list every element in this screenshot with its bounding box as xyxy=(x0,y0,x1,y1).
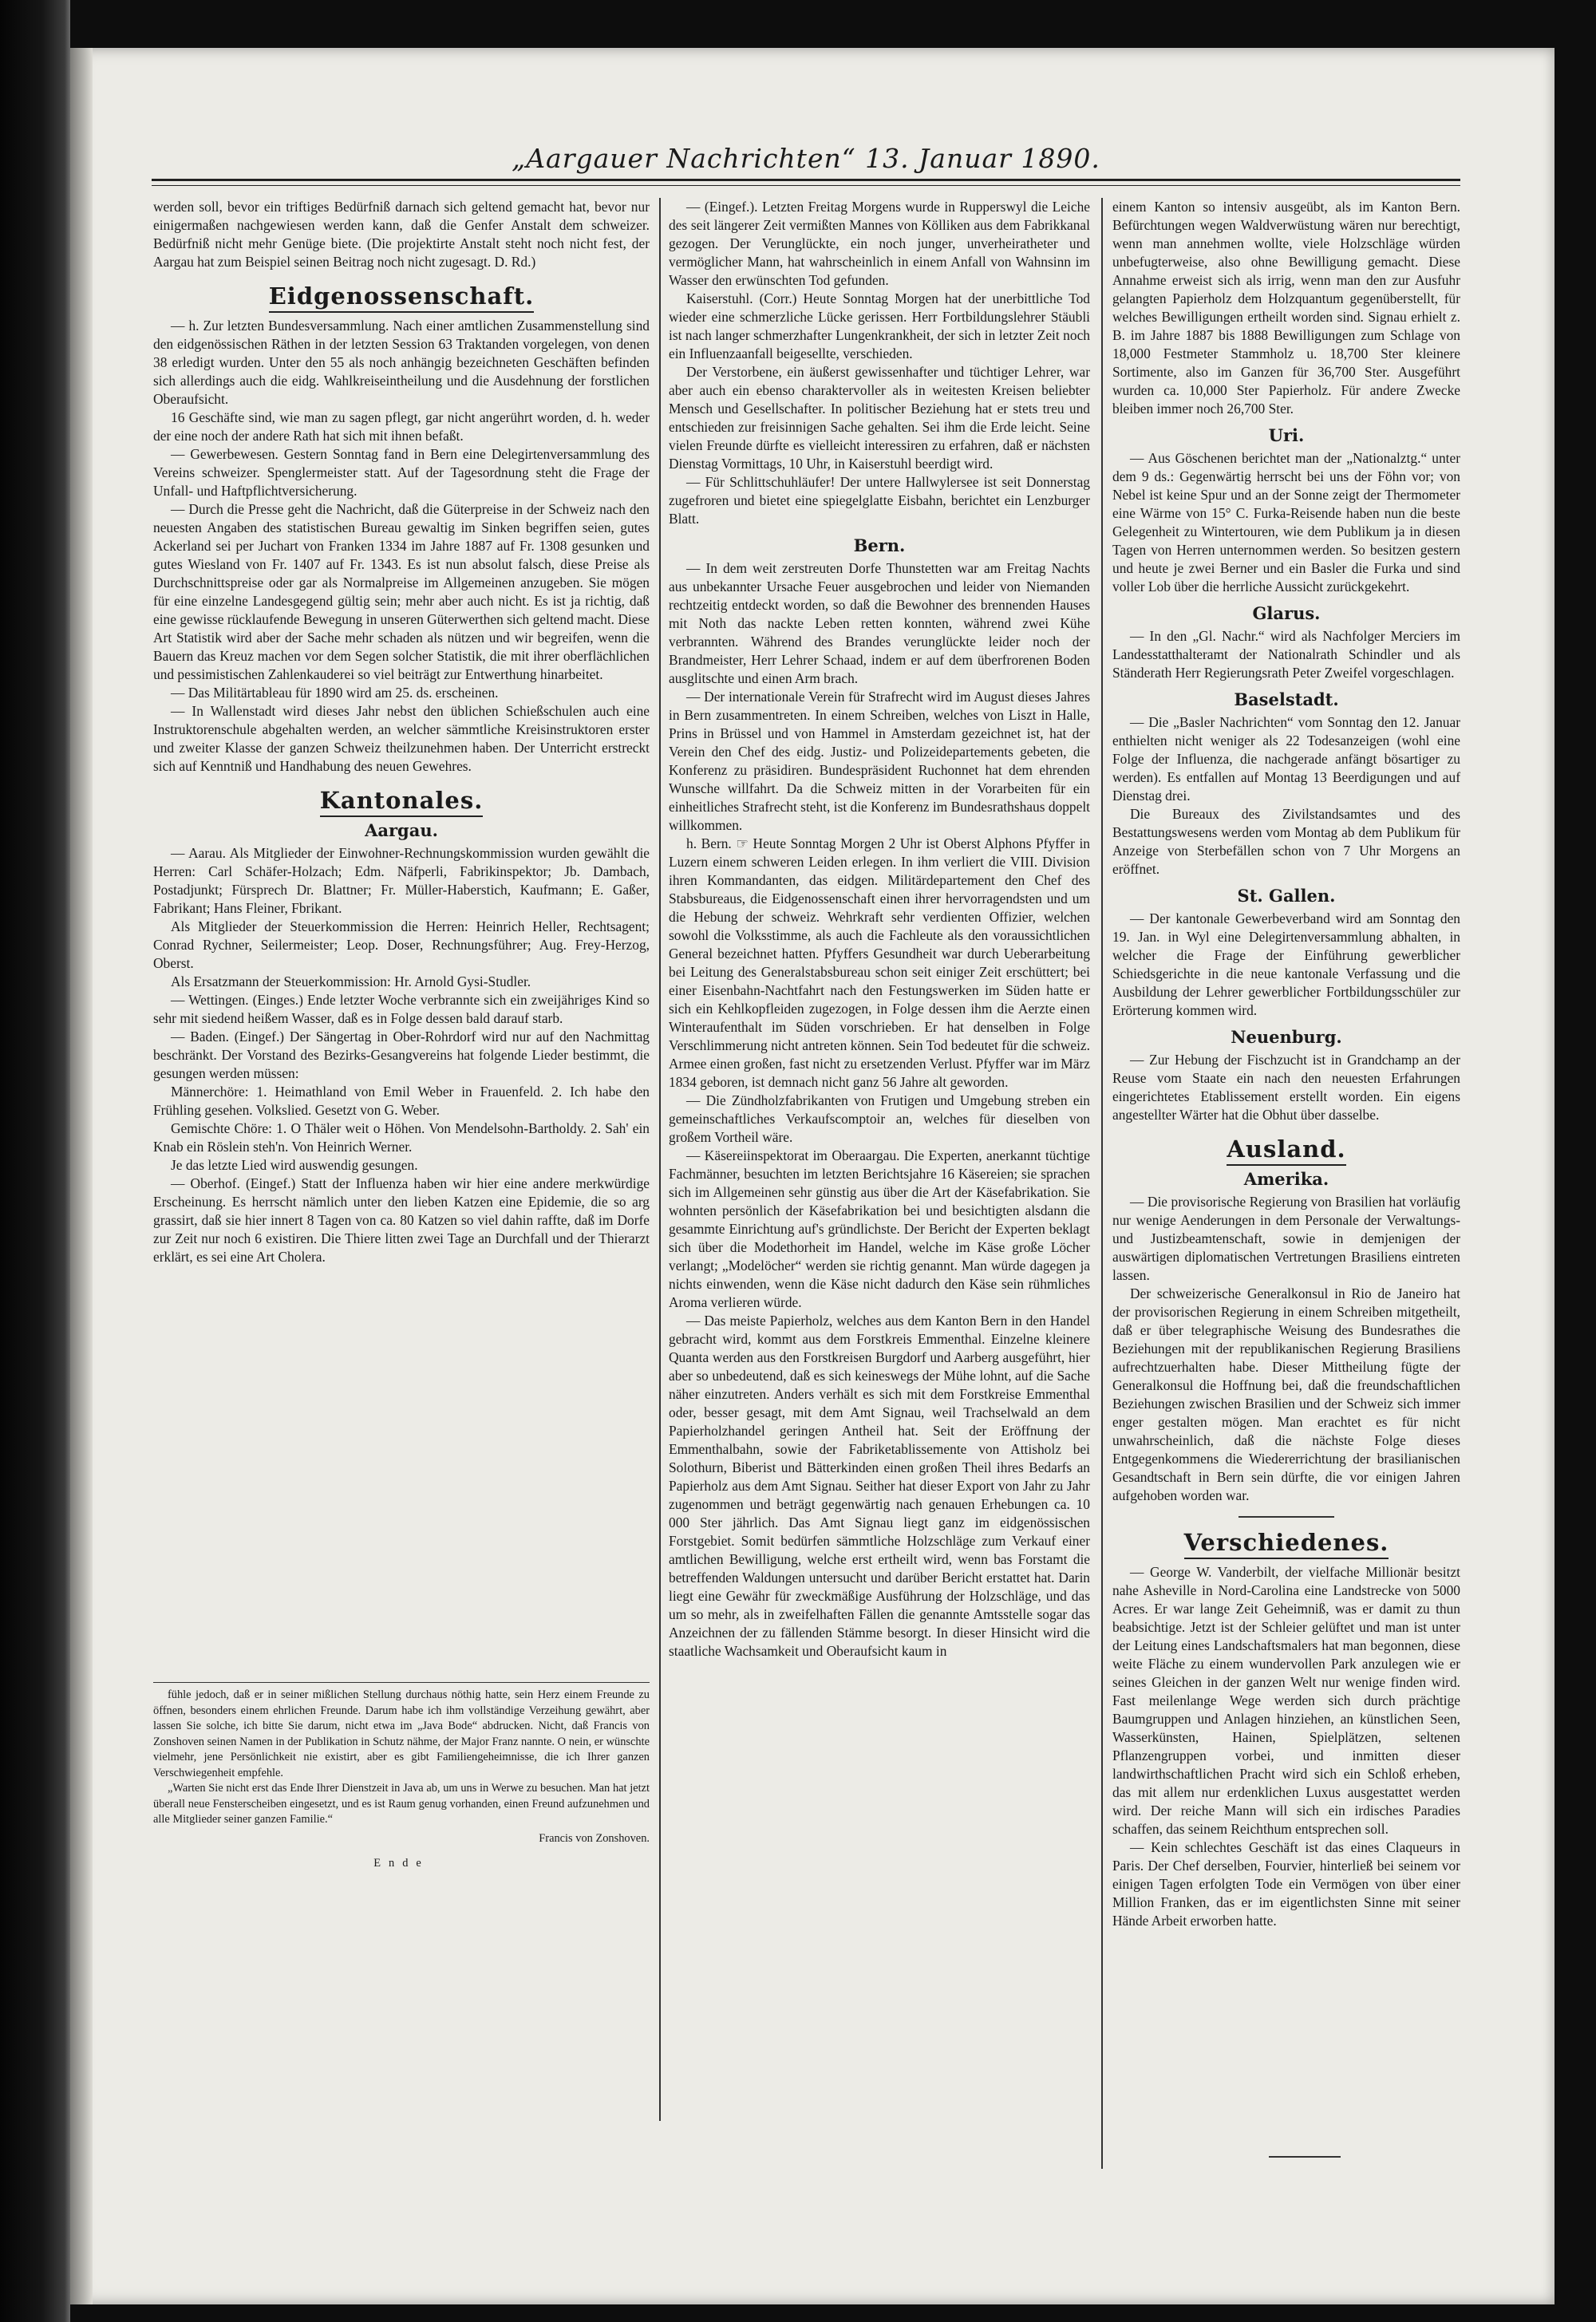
running-title: „Aargauer Nachrichten“ 13. Januar 1890. xyxy=(512,143,1100,174)
paragraph: — In Wallenstadt wird dieses Jahr nebst den üblichen Schießschulen auch eine Instruktorenschule abgehalten werden, an welcher sämmtliche Kreisinstruktoren erster und zweiter Klasse der ganzen Schweiz theilzunehmen haben. Der Unterricht erstreckt sich auf Kenntniß und Handhabung des neuen Gewehres. xyxy=(153,703,650,774)
paragraph: — Das meiste Papierholz, welches aus dem Kanton Bern in den Handel gebracht wird, kommt aus dem Forstkreis Emmenthal. Einzelne kleinere Quanta werden aus den Forstkreisen Burgdorf und Aarberg ausgeführt, hier aber so unbedeutend, daß es sich keineswegs der Mühe lohnt, auf die Sache näher einzutreten. Anders verhält es sich mit dem Forstkreise Emmenthal oder, besser gesagt, mit dem Amt Signau, weil Trachselwald an dem Papierholzhandel geringen Antheil hat. Seit der Eröffnung der Emmenthalbahn, sowie der Fabriketablissemente von Attisholz bei Solothurn, Biberist und Bätterkinden einen großen Theil ihres Bedarfs an Papierholz aus dem Amt Signau. Seither hat dieser Export von Jahr zu Jahr zugenommen und beträgt gegenwärtig nach genauen Erhebungen ca. 10 000 Ster jährlich. Das Amt Signau liegt ganz im eidgenössischen Forstgebiet. Somit bedürfen sämmtliche Holzschläge zum Verkauf einer amtlichen Bewilligung, welche erst ertheilt wird, wenn bas Forstamt die betreffenden Waldungen untersucht und darüber Bericht erstattet hat. Darin liegt eine Gewähr für zweckmäßige Ausführung der Holzschläge, und das um so mehr, als in zweifelhaften Fällen die genannte Amtsstelle sogar das Anzeichnen der zu fällenden Stämme besorgt. In dieser Hinsicht wird die staatliche Wachsamkeit und Oberaufsicht kaum in xyxy=(669,1313,1090,1659)
subheading-neuenburg: Neuenburg. xyxy=(1231,1027,1342,1047)
page-header xyxy=(152,134,1460,181)
paragraph: — Baden. (Eingef.) Der Sängertag in Ober-Rohrdorf wird nur auf den Nachmittag beschränkt. Der Vorstand des Bezirks-Gesangvereins hat folgende Lieder bestimmt, die gesungen werden müssen: xyxy=(153,1029,650,1081)
paragraph: — Das Militärtableau für 1890 wird am 25. ds. erscheinen. xyxy=(171,685,499,701)
section-heading-verschiedenes xyxy=(1112,1529,1460,1556)
footnote-quote: „Warten Sie nicht erst das Ende Ihrer Dienstzeit in Java ab, um uns in Werwe zu besuchen. Man hat jetzt überall neue Fensterscheiben eingesetzt, und es ist Raum genug vorhanden, einen Freund aufzunehmen und alle Mitglieder seiner ganzen Familie.“ xyxy=(153,1782,650,1826)
paragraph: — Wettingen. (Einges.) Ende letzter Woche verbrannte sich ein zweijähriges Kind so sehr mit siedend heißem Wasser, daß es in Folge dessen bald darauf starb. xyxy=(153,992,650,1026)
section-heading-text: Ausland. xyxy=(1227,1135,1345,1166)
paragraph: werden soll, bevor ein triftiges Bedürfniß darnach sich geltend gemacht hat, bevor nur einigermaßen nachgewiesen werden kann, daß die Genfer Anstalt dem schweizer. Bedürfniß nicht mehr Genüge biete. (Die projektirte Anstalt steht noch nicht fest, der Aargau hat zum Beispiel seinen Beitrag noch nicht zugesagt. D. Rd.) xyxy=(153,199,650,270)
paragraph: Der Verstorbene, ein äußerst gewissenhafter und tüchtiger Lehrer, war aber auch ein ebenso charaktervoller als in weitesten Kreisen beliebter Mensch und Gesellschafter. In politischer Beziehung hat er stets treu und entschieden zur freisinnigen Sache gehalten. Sei ihm die Erde leicht. Seine vielen Freunde dürfte es vielleicht interessiren zu erfahren, daß er nächsten Dienstag Vormittags, 10 Uhr, in Kaiserstuhl beerdigt wird. xyxy=(669,364,1090,472)
paragraph: — Aus Göschenen berichtet man der „Nationalztg.“ unter dem 9 ds.: Gegenwärtig herrscht bei uns der Föhn vor; von Nebel ist keine Spur und an der Sonne zeigt der Thermometer eine Wärme von 15° C. Furka-Reisende haben nun die beste Gelegenheit zu Wintertouren, wie dem Publikum ja in diesen Tagen von Herren unternommen werden. So besitzen gestern und heute je zwei Berner und ein Basler die Furka und sind voller Lob über die herrliche Aussicht zurückgekehrt. xyxy=(1112,450,1460,594)
section-heading-text: Verschiedenes. xyxy=(1184,1529,1389,1559)
end-rule xyxy=(1269,2156,1341,2158)
scan-left-margin xyxy=(0,0,70,2322)
paragraph: — In dem weit zerstreuten Dorfe Thunstetten war am Freitag Nachts aus unbekannter Ursache Feuer ausgebrochen und leider von Niemanden rechtzeitig entdeckt worden, so daß die Bewohner des brennenden Hauses mit Noth das nackte Leben retten konnten, während zwei Kühe verbrannten. Während des Brandes verunglückte leider noch der Brandmeister, Herr Lehrer Schaad, indem er auf dem überfrorenen Boden ausglitschte und einen Arm brach. xyxy=(669,560,1090,686)
paragraph: — Gewerbewesen. Gestern Sonntag fand in Bern eine Delegirtenversammlung des Vereins schweizer. Spenglermeister statt. Auf der Tagesordnung steht die Frage der Unfall- und Haftpflichtversicherung. xyxy=(153,446,650,499)
paragraph: — Der kantonale Gewerbeverband wird am Sonntag den 19. Jan. in Wyl eine Delegirtenversammlung abhalten, in welcher die Frage der Einführung gewerblicher Schiedsgerichte in die neue kantonale Verfassung und die Ausbildung der Lehrer gewerblicher Fortbildungsschüler zur Erörterung kommen wird. xyxy=(1112,910,1460,1018)
paragraph: — George W. Vanderbilt, der vielfache Millionär besitzt nahe Asheville in Nord-Carolina eine Landstrecke von 5000 Acres. Er war lange Zeit Geheimniß, was er damit zu thun beabsichtige. Jetzt ist der Schleier gelüftet und man ist unter der Leitung eines Landschaftsmalers hat man begonnen, diese weite Fläche zu einem wundervollen Park anzulegen wie er seines Gleichen in der ganzen Welt nur wenige finden wird. Fast meilenlange Wege werden sich durch prächtige Baumgruppen und Anlagen hinziehen, an künstlichen Seen, Wasserkünsten, Hainen, Spielplätzen, seltenen Pflanzengruppen vorbei, und inmitten dieser landwirthschaftlichen Pracht wird sich ein Schloß erheben, das mit allem nur erdenklichen Luxus ausgestattet werden wird. Der reiche Mann will sich ein irdisches Paradies schaffen, das seinem Reichthum entsprechen soll. xyxy=(1112,1564,1460,1837)
column-right xyxy=(1112,198,1460,1929)
column-rule xyxy=(1101,198,1103,2169)
paragraph: — In den „Gl. Nachr.“ wird als Nachfolger Merciers im Landesstatthalteramt der Nationalrath Schindler und als Ständerath Herr Regierungsrath Peter Zweifel vorgeschlagen. xyxy=(1112,628,1460,681)
subheading-glarus: Glarus. xyxy=(1252,603,1321,623)
paragraph: Kaiserstuhl. (Corr.) Heute Sonntag Morgen hat der unerbittliche Tod wieder eine schmerzliche Lücke gerissen. Herr Fortbildungslehrer Stäubli ist nach langer schmerzhafter Lungenkrankheit, der sich in letzter Zeit noch ein Influenzaanfall beigesellte, verschieden. xyxy=(669,290,1090,361)
paragraph: — Für Schlittschuhläufer! Der untere Hallwylersee ist seit Donnerstag zugefroren und bietet eine spiegelglatte Eisbahn, berichtet ein Lenzburger Blatt. xyxy=(669,474,1090,527)
column-middle xyxy=(669,198,1090,2153)
paragraph: — Oberhof. (Eingef.) Statt der Influenza haben wir hier eine andere merkwürdige Erscheinung. Es herrscht nämlich unter den lieben Katzen eine Epidemie, die so arg grassirt, daß sie hier innert 8 Tagen von ca. 80 Katzen so viel dahin raffte, daß im Dorfe zur Zeit nur noch 6 existiren. Die Thiere litten zwei Tage an Durchfall und der Thierarzt erklärt, es sei eine Art Cholera. xyxy=(153,1175,650,1265)
paragraph: Als Ersatzmann der Steuerkommission: Hr. Arnold Gysi-Studler. xyxy=(171,973,531,989)
paragraph: Die Bureaux des Zivilstandsamtes und des Bestattungswesens werden vom Montag ab dem Publikum für Anzeige von Sterbefällen schon von 7 Uhr Morgens an eröffnet. xyxy=(1112,806,1460,877)
footnote-paragraph: fühle jedoch, daß er in seiner mißlichen Stellung durchaus nöthig hatte, sein Herz einem Freunde zu öffnen, besonders einem ehrlichen Freunde. Darum habe ich ihm vollständige Verzeihung gewährt, aber lassen Sie solche, ich bitte Sie darum, nicht etwa im „Java Bode“ abdrucken. Nicht, daß Francis von Zonshoven seinen Namen in der Publikation in Schutz nähme, der Major Franz nannte. O nein, er wünschte vielmehr, jene Persönlichkeit nie existirt, aber es gibt Familiengeheimnisse, die ich Ihrer ganzen Verschwiegenheit empfehle. xyxy=(153,1688,650,1779)
footnote-end-mark: Ende xyxy=(373,1857,429,1870)
paragraph: 16 Geschäfte sind, wie man zu sagen pflegt, gar nicht angerührt worden, d. h. weder der eine noch der andere Rath hat sich mit ihnen befaßt. xyxy=(153,409,650,444)
paragraph: Der schweizerische Generalkonsul in Rio de Janeiro hat der provisorischen Regierung in einem Schreiben mitgetheilt, daß er über telegraphische Weisung des Bundesrathes die Beziehungen mit der republikanischen Regierung Brasiliens aufrechtzuerhalten habe. Dieser Mittheilung fügte der Generalkonsul die Hoffnung bei, daß die freundschaftlichen Beziehungen zwischen Brasilien und der Schweiz sich immer enger gestalten mögen. Man erachtet es für nicht unwahrscheinlich, daß die nächste Folge dieses Entgegenkommens die Wiedererrichtung der brasilianischen Gesandtschaft in Bern sein dürfte, die vor einigen Jahren aufgehoben worden war. xyxy=(1112,1285,1460,1503)
paragraph: — Käsereiinspektorat im Oberaargau. Die Experten, anerkannt tüchtige Fachmänner, besuchten im letzten Berichtsjahre 16 Käsereien; sie sprachen sich im Allgemeinen sehr günstig aus über die Art der Käsefabrikation. Sie wohnten persönlich der Käsefabrikation bei und besichtigten alsdann die gesammte Einrichtung auf's gründlichste. Der Bericht der Experten beklagt sich über die Modethorheit im Handel, welche im Käse große Löcher verlangt; „Modelöcher“ werden sie richtig genannt. Man würde dagegen ja nichts einwenden, wenn die Käse nicht dadurch den Käse sein rühmliches Aroma verlieren würde. xyxy=(669,1147,1090,1310)
subheading-aargau: Aargau. xyxy=(365,820,438,840)
section-heading-eidgenossenschaft xyxy=(153,282,650,310)
section-heading-ausland xyxy=(1112,1135,1460,1163)
paragraph: — (Eingef.). Letzten Freitag Morgens wurde in Rupperswyl die Leiche des seit längerer Zeit vermißten Mannes von Kölliken aus dem Fabrikkanal gezogen. Der Verunglückte, ein noch junger, unverheiratheter und vermöglicher Mann, hat wahrscheinlich in einem Anfall von Wahnsinn im Wasser den erwünschten Tod gefunden. xyxy=(669,199,1090,288)
page-binding-edge xyxy=(70,48,93,2304)
paragraph: Männerchöre: 1. Heimathland von Emil Weber in Frauenfeld. 2. Ich habe den Frühling gesehen. Volkslied. Gesetzt von G. Weber. xyxy=(153,1084,650,1118)
section-divider xyxy=(1238,1516,1334,1518)
paragraph: Je das letzte Lied wird auswendig gesungen. xyxy=(171,1157,418,1173)
column-rule xyxy=(659,198,661,2121)
paragraph: — Die Zündholzfabrikanten von Frutigen und Umgebung streben ein gemeinschaftliches Verkaufscomptoir an, welches für dieselben von großem Vortheil wäre. xyxy=(669,1092,1090,1145)
paragraph: — Die provisorische Regierung von Brasilien hat vorläufig nur wenige Aenderungen in dem Personale der Verwaltungs- und Justizbeamtenschaft, sowie in demjenigen der auswärtigen diplomatischen Vertretungen Brasiliens eintreten lassen. xyxy=(1112,1194,1460,1283)
footnote-signature: Francis von Zonshoven. xyxy=(539,1831,650,1845)
column-left xyxy=(153,198,650,2247)
subheading-bern: Bern. xyxy=(853,535,906,555)
paragraph: — Die „Basler Nachrichten“ vom Sonntag den 12. Januar enthielten nicht weniger als 22 Todesanzeigen (wohl eine Folge der Influenza, die nachgerade anfängt bösartiger zu werden). Es entfallen auf Montag 13 Beerdigungen und auf Dienstag drei. xyxy=(1112,714,1460,804)
paragraph: Gemischte Chöre: 1. O Thäler weit o Höhen. Von Mendelsohn-Bartholdy. 2. Sah' ein Knab ein Röslein steh'n. Von Heinrich Werner. xyxy=(153,1120,650,1155)
section-heading-kantonales xyxy=(153,787,650,814)
paragraph: Als Mitglieder der Steuerkommission die Herren: Heinrich Heller, Rechtsagent; Conrad Rychner, Seilermeister; Leop. Doser, Rechnungsführer; Aug. Frey-Herzog, Oberst. xyxy=(153,918,650,971)
subheading-uri: Uri. xyxy=(1268,425,1305,445)
paragraph: — Durch die Presse geht die Nachricht, daß die Güterpreise in der Schweiz nach den neuesten Angaben des statistischen Bureau gewaltig im Sinken begriffen seien, gutes Ackerland sei per Juchart von Franken 1334 im Jahre 1887 auf Fr. 1308 gesunken und gutes Wiesland von Fr. 1407 auf Fr. 1343. Es ist nun absolut falsch, diese Preise als Durchschnittspreise oder gar als Normalpreise im Allgemeinen anzugeben. Sie mögen für eine einzelne Landesgegend gültig sein; mehr aber auch nicht. Es ist ja richtig, daß eine gewisse rücklaufende Bewegung in unseren Güterwerthen sich geltend macht. Diese Art Statistik wird aber der Sache mehr schaden als nützen und wir begreifen, wenn die Bauern das Kreuz machen vor dem Segen solcher Statistik, die mit ihrer oberflächlichen und pessimistischen Zahlenkauderei so viel beiträgt zur Entwerthung hinarbeitet. xyxy=(153,501,650,682)
section-heading-text: Kantonales. xyxy=(320,787,484,817)
paragraph: h. Bern. ☞ Heute Sonntag Morgen 2 Uhr ist Oberst Alphons Pfyffer in Luzern einem schweren Leiden erlegen. In ihm verliert die VIII. Division ihren Kommandanten, das eidgen. Militärdepartement den Chef des Stabsbureaus, die Eidgenossenschaft einen ihrer hervorragendsten und um die Hebung der schweiz. Wehrkraft sehr verdienten Offizier, welchen sowohl die Volksstimme, als auch die Fachleute als den voraussichtlichen General bezeichnet hatten. Pfyffers Gesundheit war durch Ueberarbeitung bei Leitung des Generalstabsbureau schon seit einiger Zeit erschüttert; bei einer Eisenbahn-Nachtfahrt nach den Festungswerken im Süden hatte er sich ein Kehlkopfleiden zugezogen, in Folge dessen ihm die Aerzte einen Winteraufenthalt im Süden vorschrieben. Er hat denselben in Folge Verschlimmerung nicht antreten können. Sein Tod bedeutet für die schweiz. Armee einen großen, fast nicht zu ersetzenden Verlust. Pfyffer war im März 1834 geboren, ist demnach nicht ganz 56 Jahre alt geworden. xyxy=(669,835,1090,1090)
feuilleton-footnote xyxy=(153,1682,650,1872)
paragraph: — Aarau. Als Mitglieder der Einwohner-Rechnungskommission wurden gewählt die Herren: Carl Schäfer-Holzach; Edm. Näfperli, Fabrikinspektor; Jb. Dambach, Postadjunkt; Fürsprech Dr. Blattner; Fr. Müller-Haberstich, Kaufmann; E. Gaßer, Fabrikant; Hans Fleiner, Fbrikant. xyxy=(153,845,650,916)
subheading-baselstadt: Baselstadt. xyxy=(1234,689,1339,709)
paragraph: einem Kanton so intensiv ausgeübt, als im Kanton Bern. Befürchtungen wegen Waldverwüstung wären nur berechtigt, wenn man annehmen wollte, viele Holzschläge würden unbefugterweise, also ohne Bewilligung gemacht. Diese Annahme erweist sich als irrig, wenn man den zur Ausfuhr gelangten Papierholz dem Holzquantum gegenüberstellt, für welches Bewilligungen ertheilt worden sind. Signau erhielt z. B. im Jahre 1887 bis 1888 Bewilligungen zum Schlage von 18,000 Festmeter Stammholz u. 18,700 Ster kleinere Sortimente, also im Ganzen für 36,700 Ster. Ausgeführt wurden ca. 10,000 Ster Papierholz. Für andere Zwecke bleiben immer noch 26,700 Ster. xyxy=(1112,199,1460,417)
paragraph: — h. Zur letzten Bundesversammlung. Nach einer amtlichen Zusammenstellung sind den eidgenössischen Räthen in der letzten Session 63 Traktanden vorgelegen, von denen 38 erledigt wurden. Unter den 55 als noch anhängig bezeichneten Geschäften befinden sich allerdings auch die eidg. Wahlkreiseintheilung und die Ausdehnung der forstlichen Oberaufsicht. xyxy=(153,318,650,407)
subheading-amerika: Amerika. xyxy=(1243,1169,1329,1189)
section-heading-text: Eidgenossenschaft. xyxy=(269,282,535,313)
subheading-st-gallen: St. Gallen. xyxy=(1237,886,1336,906)
paragraph: — Kein schlechtes Geschäft ist das eines Claqueurs in Paris. Der Chef derselben, Fourvier, hinterließ bei seinem vor einigen Tagen erfolgten Tode ein Vermögen von über einer Million Franken, das er im eigentlichsten Sinne mit seiner Hände Arbeit erworben hatte. xyxy=(1112,1839,1460,1929)
paragraph: — Der internationale Verein für Strafrecht wird im August dieses Jahres in Bern zusammentreten. In einem Schreiben, welches von Liszt in Halle, Prins in Brüssel und von Hammel in Amsterdam gezeichnet ist, hat der Verein den Chef des eidg. Justiz- und Polizeidepartements gebeten, die Konferenz zu präsidiren. Bundespräsident Ruchonnet hat dem ehrenden Wunsche willfahrt. Da die Schweiz mitten in der Vorarbeiten für ein einheitliches Strafrecht steht, ist die Konferenz im Bundesrathshaus doppelt willkommen. xyxy=(669,689,1090,833)
paragraph: — Zur Hebung der Fischzucht ist in Grandchamp an der Reuse vom Staate ein nach den neuesten Erfahrungen eingerichtetes Etablissement erstellt worden. Ein eigens angestellter Wärter hat die Obhut über dasselbe. xyxy=(1112,1052,1460,1123)
